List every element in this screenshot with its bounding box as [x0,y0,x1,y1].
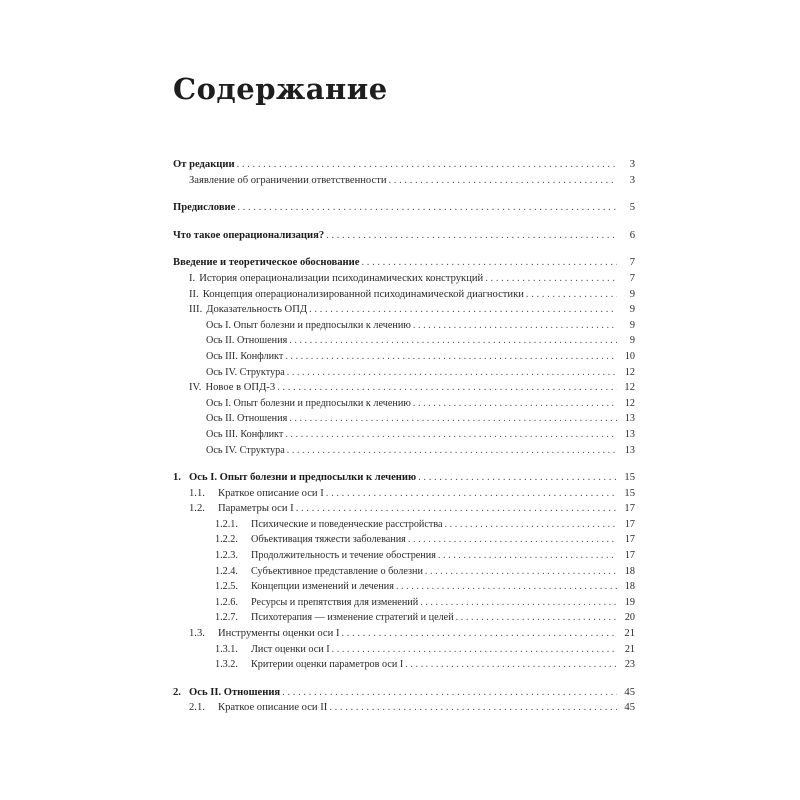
dot-leader [420,595,617,611]
toc-entry-page-number: 6 [629,229,635,241]
toc-entry-page-number: 5 [629,202,635,214]
toc-entry-title [215,657,405,673]
toc-entry-title [173,685,282,701]
toc-entry[interactable] [173,200,635,216]
toc-entry[interactable] [173,517,635,533]
toc-entry-title [206,443,287,459]
toc-entry-page-number: 17 [624,550,635,562]
toc-entry-page-number: 17 [624,534,635,546]
toc-entry-page-number: 15 [624,472,635,484]
toc-entry-title [189,173,389,189]
toc-entry-page-number: 10 [624,350,635,362]
toc-entry[interactable] [173,443,635,459]
toc-entry[interactable] [173,579,635,595]
toc-entry-page-number: 12 [624,366,635,378]
page-title: Содержание [173,72,388,106]
dot-leader [296,501,617,517]
dot-leader [237,157,617,173]
toc-entry-page-number: 7 [629,257,635,269]
toc-entry-title [215,595,420,611]
toc-entry-label: Продолжительность и течение обострения [251,550,436,562]
toc-entry-label: Ось IV. Структура [206,444,285,456]
dot-leader [413,318,617,334]
toc-entry[interactable] [173,595,635,611]
toc-entry-page-number: 18 [624,581,635,593]
toc-entry-title [189,287,526,303]
toc-entry-page-number: 3 [629,159,635,170]
toc-entry-title [206,349,285,365]
toc-entry[interactable] [173,470,635,486]
toc-entry-page-number: 7 [629,272,635,284]
toc-entry-label: Ось II. Отношения [189,686,281,698]
dot-leader [332,642,617,658]
toc-entry-number: 2. [173,686,181,698]
toc-entry-label: Ось II. Отношения [206,335,288,347]
toc-entry-number: II. [189,288,199,300]
toc-entry-label: История операционализации психодинамических конструкций [199,272,484,284]
toc-entry-title [206,396,413,412]
toc-entry-number: 1.1. [189,487,205,499]
toc-entry-label: Доказательность ОПД [206,304,308,316]
toc-entry-label: Заявление об ограничении ответственности [189,174,387,186]
toc-entry-page-number: 3 [629,174,635,186]
toc-entry[interactable] [173,610,635,626]
dot-leader [326,486,617,502]
toc-entry-page-number: 20 [624,612,635,624]
toc-entry[interactable] [173,318,635,334]
toc-entry-page-number: 9 [629,335,635,347]
toc-entry[interactable] [173,287,635,303]
toc-entry-number: 1.3. [189,628,205,640]
dot-leader [413,396,617,412]
toc-entry-page-number: 9 [629,319,635,331]
toc-entry-number: 1.2.5. [215,581,238,593]
toc-entry-label: Предисловие [173,202,236,214]
toc-entry-title [189,486,326,502]
toc-entry-label: Ось I. Опыт болезни и предпосылки к лечению [206,397,411,409]
dot-leader [277,380,617,396]
toc-entry-number: 1.2.7. [215,612,238,624]
toc-entry-number: 1.2.2. [215,534,238,546]
toc-entry-title [215,548,438,564]
dot-leader [326,228,617,244]
toc-entry[interactable] [173,173,635,189]
toc-entry-title [206,427,285,443]
toc-entry[interactable] [173,411,635,427]
toc-entry-number: 1.2.4. [215,565,238,577]
toc-entry-label: Психотерапия — изменение стратегий и целей [251,612,454,624]
toc-entry-number: 1.2. [189,503,205,515]
toc-entry-number: 1.2.6. [215,596,238,608]
toc-entry-page-number: 18 [624,565,635,577]
dot-leader [425,564,617,580]
toc-entry[interactable] [173,642,635,658]
dot-leader [361,255,617,271]
toc-entry-page-number: 21 [624,628,635,640]
toc-entry[interactable] [173,501,635,517]
dot-leader [289,333,617,349]
dot-leader [282,685,617,701]
toc-entry[interactable] [173,255,635,271]
toc-entry[interactable] [173,564,635,580]
dot-leader [408,532,617,548]
toc-entry-number: 1.2.3. [215,550,238,562]
dot-leader [389,173,618,189]
toc-entry-number: IV. [189,382,202,394]
toc-entry-title [173,470,418,486]
toc-entry[interactable] [173,548,635,564]
toc-entry[interactable] [173,349,635,365]
toc-entry-label: Психические и поведенческие расстройства [251,518,443,530]
toc-entry-number: 1.3.1. [215,643,238,655]
toc-entry-label: Критерии оценки параметров оси I [251,659,404,671]
toc-entry-label: От редакции [173,159,235,170]
toc-entry-page-number: 17 [624,518,635,530]
toc-entry-page-number: 13 [624,413,635,425]
toc-entry-title [189,302,309,318]
dot-leader [285,427,617,443]
toc-entry-number: 2.1. [189,702,205,714]
toc-entry-number: 1.2.1. [215,518,238,530]
toc-entry[interactable] [173,626,635,642]
toc-entry[interactable] [173,700,635,716]
toc-entry-page-number: 9 [629,304,635,316]
toc-entry-label: Ось IV. Структура [206,366,285,378]
toc-entry-title [173,228,326,244]
toc-entry-number: 1.3.2. [215,659,238,671]
toc-entry-title [173,157,237,173]
toc-entry-page-number: 21 [624,643,635,655]
toc-entry-label: Краткое описание оси II [218,702,328,714]
toc-entry-label: Введение и теоретическое обоснование [173,257,360,269]
toc-entry-label: Краткое описание оси I [218,487,324,499]
toc-entry-title [215,532,408,548]
toc-entry-number: III. [189,304,203,316]
dot-leader [456,610,617,626]
dot-leader [485,271,617,287]
toc-entry[interactable] [173,685,635,701]
toc-entry-page-number: 9 [629,288,635,300]
dot-leader [341,626,617,642]
toc-entry[interactable] [173,365,635,381]
toc-entry[interactable] [173,396,635,412]
toc-entry-title [173,200,237,216]
table-of-contents [173,157,635,716]
toc-entry-title [189,700,329,716]
toc-entry-page-number: 45 [624,702,635,714]
toc-entry-label: Ось I. Опыт болезни и предпосылки к лечению [206,319,411,331]
toc-entry-label: Объективация тяжести заболевания [251,534,406,546]
toc-entry-page-number: 19 [624,596,635,608]
toc-entry-number: 1. [173,472,181,484]
toc-entry-label: Лист оценки оси I [251,643,330,655]
toc-entry[interactable] [173,532,635,548]
dot-leader [287,443,617,459]
toc-entry-title [189,501,296,517]
dot-leader [329,700,617,716]
dot-leader [418,470,617,486]
toc-entry-label: Концепция операционализированной психодинамической диагностики [202,288,524,300]
toc-entry-label: Параметры оси I [218,503,294,515]
toc-entry-page-number: 12 [624,397,635,409]
toc-entry-label: Концепции изменений и лечения [251,581,394,593]
toc-entry-title [206,318,413,334]
toc-entry[interactable] [173,657,635,673]
toc-entry-page-number: 13 [624,428,635,440]
toc-entry-label: Новое в ОПД-3 [205,382,276,394]
toc-entry-title [173,255,361,271]
toc-entry-title [215,579,396,595]
toc-entry[interactable] [173,302,635,318]
toc-entry-page-number: 15 [624,487,635,499]
toc-entry-label: Ось II. Отношения [206,413,288,425]
toc-entry[interactable] [173,157,635,173]
toc-entry-label: Ресурсы и препятствия для изменений [251,596,419,608]
toc-entry-page-number: 23 [624,659,635,671]
dot-leader [237,200,617,216]
toc-entry[interactable] [173,228,635,244]
toc-entry-title [206,411,289,427]
toc-entry-title [189,271,485,287]
toc-entry-label: Что такое операционализация? [173,229,325,241]
dot-leader [526,287,617,303]
dot-leader [285,349,617,365]
toc-entry[interactable] [173,486,635,502]
toc-entry-title [206,365,287,381]
toc-entry-title [215,642,332,658]
toc-entry-title [215,610,456,626]
dot-leader [405,657,617,673]
toc-entry[interactable] [173,380,635,396]
toc-entry-number: I. [189,272,196,284]
toc-entry-title [189,626,341,642]
toc-entry-label: Инструменты оценки оси I [218,628,340,640]
toc-entry[interactable] [173,333,635,349]
toc-entry-page-number: 17 [624,503,635,515]
toc-entry-page-number: 13 [624,444,635,456]
dot-leader [309,302,617,318]
toc-entry-title [215,517,445,533]
dot-leader [445,517,617,533]
toc-entry-title [215,564,425,580]
toc-entry-label: Субъективное представление о болезни [251,565,423,577]
toc-entry-label: Ось III. Конфликт [206,350,284,362]
toc-entry-page-number: 12 [624,382,635,394]
toc-entry-page-number: 45 [624,686,635,698]
dot-leader [287,365,617,381]
dot-leader [396,579,617,595]
toc-entry-title [206,333,289,349]
toc-entry-label: Ось III. Конфликт [206,428,284,440]
dot-leader [289,411,617,427]
dot-leader [438,548,617,564]
toc-entry[interactable] [173,271,635,287]
toc-entry-label: Ось I. Опыт болезни и предпосылки к лечению [189,472,417,484]
toc-entry[interactable] [173,427,635,443]
toc-entry-title [189,380,277,396]
